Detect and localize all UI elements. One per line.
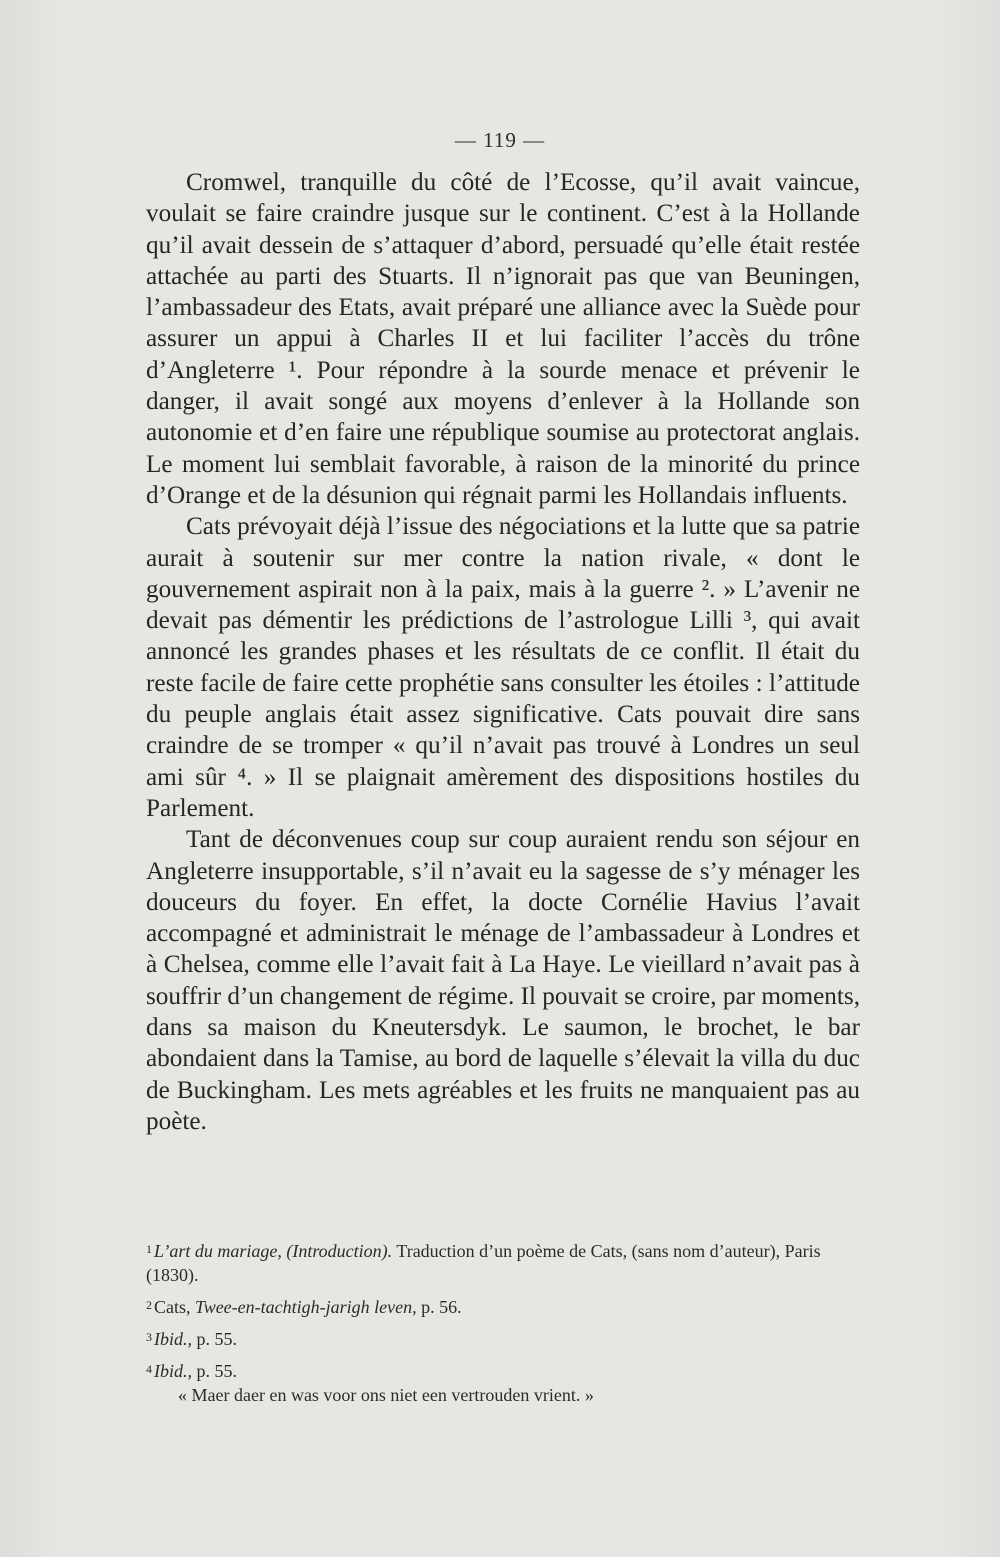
body-text — [146, 167, 860, 1137]
footnote-title: L’art du mariage, (Introduction). — [154, 1241, 393, 1261]
footnote-text: p. 55. — [192, 1361, 237, 1381]
footnote-4 — [146, 1357, 860, 1407]
footnote-number: 1 — [146, 1242, 152, 1256]
footnote-title: Twee-en-tachtigh-jarigh leven, — [195, 1297, 417, 1317]
footnote-number: 4 — [146, 1362, 152, 1376]
footnote-text: p. 56. — [416, 1297, 462, 1317]
footnote-2 — [146, 1293, 860, 1319]
footnote-author: Cats, — [154, 1297, 196, 1317]
paragraph-1: Cromwel, tranquille du côté de l’Ecosse, qu’il avait vaincue, voulait se faire craindre jusque sur le continent. C’est à la Hollande qu’il avait dessein de s’attaquer d’abord, persuadé qu’elle était restée attachée au parti des Stuarts. Il n’ignorait pas que van Beuningen, l’ambassadeur des Etats, avait préparé une alliance avec la Suède pour assurer un appui à Charles II et lui faciliter l’accès du trône d’Angleterre ¹. Pour répondre à la sourde menace et prévenir le danger, il avait songé aux moyens d’enlever à la Hollande son autonomie et d’en faire une république soumise au protectorat anglais. Le moment lui semblait favorable, à raison de la minorité du prince d’Orange et de la désunion qui régnait parmi les Hollandais influents. — [146, 169, 860, 509]
footnote-3 — [146, 1325, 860, 1351]
footnote-text: p. 55. — [192, 1329, 237, 1349]
footnote-text: Traduction d’un poème de Cats, (sans nom d’auteur), Paris (1830). — [146, 1241, 821, 1285]
footnote-title: Ibid., — [154, 1329, 192, 1349]
page-number: — 119 — — [454, 128, 546, 152]
footnote-number: 3 — [146, 1330, 152, 1344]
footnote-quote: « Maer daer en was voor ons niet een vertrouden vrient. » — [178, 1385, 594, 1405]
footnotes — [146, 1237, 860, 1413]
footnote-title: Ibid., — [154, 1361, 192, 1381]
footnote-number: 2 — [146, 1298, 152, 1312]
footnote-1 — [146, 1237, 860, 1287]
paragraph-3: Tant de déconvenues coup sur coup auraient rendu son séjour en Angleterre insupportable, s’il n’avait eu la sagesse de s’y ménager les douceurs du foyer. En effet, la docte Cornélie Havius l’avait accompagné et administrait le ménage de l’ambassadeur à Londres et à Chelsea, comme elle l’avait fait à La Haye. Le vieillard n’avait pas à souffrir d’un changement de régime. Il pouvait se croire, par moments, dans sa maison du Kneutersdyk. Le saumon, le brochet, le bar abondaient dans la Tamise, au bord de laquelle s’élevait la villa du duc de Buckingham. Les mets agréables et les fruits ne manquaient pas au poète. — [146, 826, 860, 1135]
paragraph-2: Cats prévoyait déjà l’issue des négociations et la lutte que sa patrie aurait à soutenir sur mer contre la nation rivale, « dont le gouvernement aspirait non à la paix, mais à la guerre ². » L’avenir ne devait pas démentir les prédictions de l’astrologue Lilli ³, qui avait annoncé les grandes phases et les résultats de ce conflit. Il était du reste facile de faire cette prophétie sans consulter les étoiles : l’attitude du peuple anglais était assez significative. Cats pouvait dire sans craindre de se tromper « qu’il n’avait pas trouvé à Londres un seul ami sûr ⁴. » Il se plaignait amèrement des dispositions hostiles du Parlement. — [146, 513, 860, 822]
